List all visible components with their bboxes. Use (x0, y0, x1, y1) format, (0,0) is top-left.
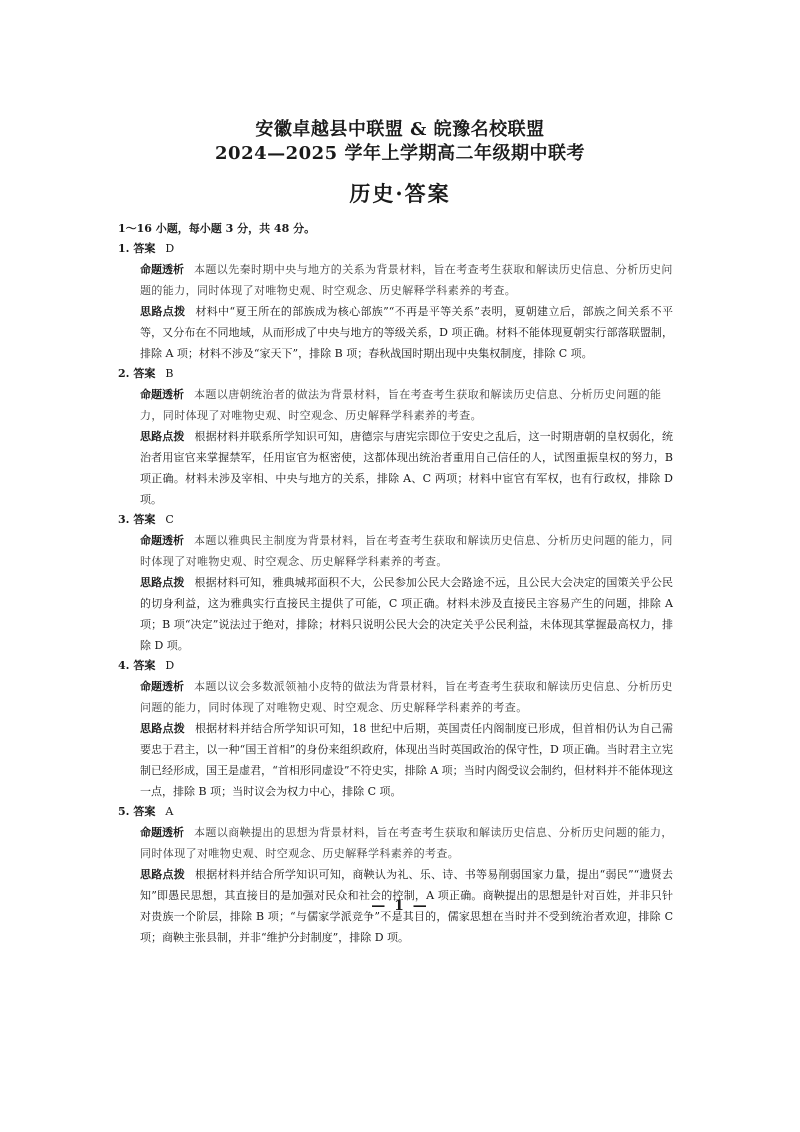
analysis-paragraph (118, 530, 673, 572)
analysis-paragraph (118, 676, 673, 718)
analysis-paragraph (118, 822, 673, 864)
analysis-text: 本题以商鞅提出的思想为背景材料，旨在考查考生获取和解读历史信息、分析历史问题的能力，同时体现了对唯物史观、时空观念、历史解释学科素养的考查。 (140, 826, 673, 860)
analysis-label: 命题透析 (140, 263, 184, 276)
analysis-paragraph (118, 259, 673, 301)
answer-line (118, 802, 673, 822)
answer-line (118, 510, 673, 530)
answer-content (118, 219, 673, 948)
hint-text: 根据材料并结合所学知识可知，商鞅认为礼、乐、诗、书等易削弱国家力量，提出“弱民”“遗贤去知”即愚民思想，其直接目的是加强对民众和社会的控制，A 项正确。商鞅提出的思想是针对百姓，并非只针对贵族一个阶层，排除 B 项；“与儒家学派竞争”不是其目的，儒家思想在当时并不受到统治者欢迎，排除 C 项；商鞅主张县制，并非“维护分封制度”，排除 D 项。 (140, 868, 673, 944)
answer-line (118, 239, 673, 259)
hint-text: 根据材料并联系所学知识可知，唐德宗与唐宪宗即位于安史之乱后，这一时期唐朝的皇权弱化，统治者用宦官来掌握禁军，任用宦官为枢密使，这都体现出统治者重用自己信任的人，试图重振皇权的努力，B 项正确。材料未涉及宰相、中央与地方的关系，排除 A、C 两项；材料中宦官有军权，也有行政权，排除 D 项。 (140, 430, 674, 506)
hint-text: 材料中“夏王所在的部族成为核心部族”“不再是平等关系”表明，夏朝建立后，部族之间关系不平等，又分布在不同地域，从而形成了中央与地方的等级关系，D 项正确。材料不能体现夏朝实行部落联盟制，排除 A 项；材料不涉及“家天下”，排除 B 项；春秋战国时期出现中央集权制度，排除 C 项。 (140, 305, 673, 360)
question-number: 5. (118, 805, 130, 818)
analysis-label: 命题透析 (140, 534, 184, 547)
answer-letter: C (165, 513, 174, 526)
answer-letter: D (165, 242, 175, 255)
question-item (118, 239, 673, 364)
question-item (118, 510, 673, 656)
hint-text: 根据材料可知，雅典城邦面积不大，公民参加公民大会路途不远，且公民大会决定的国策关乎公民的切身利益，这为雅典实行直接民主提供了可能，C 项正确。材料未涉及直接民主容易产生的问题，排除 A 项；B 项“决定”说法过于绝对，排除；材料只说明公民大会的决定关乎公民利益，未体现其掌握最高权力，排除 D 项。 (140, 576, 674, 652)
answer-label: 答案 (133, 659, 156, 672)
question-item (118, 802, 673, 948)
answer-letter: A (165, 805, 174, 818)
page-number: — 1 — (371, 898, 429, 914)
hint-paragraph (118, 426, 673, 510)
answer-label: 答案 (133, 367, 156, 380)
analysis-label: 命题透析 (140, 680, 184, 693)
document-header (0, 118, 800, 208)
question-number: 4. (118, 659, 130, 672)
question-number: 3. (118, 513, 130, 526)
hint-label: 思路点拨 (140, 868, 185, 881)
hint-paragraph (118, 718, 673, 802)
analysis-text: 本题以先秦时期中央与地方的关系为背景材料，旨在考查考生获取和解读历史信息、分析历史问题的能力，同时体现了对唯物史观、时空观念、历史解释学科素养的考查。 (140, 263, 673, 297)
hint-paragraph (118, 301, 673, 364)
title-line-3: 历史·答案 (349, 181, 451, 206)
analysis-paragraph (118, 384, 673, 426)
question-list (118, 239, 673, 948)
analysis-label: 命题透析 (140, 388, 184, 401)
answer-label: 答案 (133, 513, 156, 526)
question-number: 2. (118, 367, 130, 380)
intro-line: 1～16 小题，每小题 3 分，共 48 分。 (118, 222, 316, 235)
analysis-text: 本题以议会多数派领袖小皮特的做法为背景材料，旨在考查考生获取和解读历史信息、分析历史问题的能力，同时体现了对唯物史观、时空观念、历史解释学科素养的考查。 (140, 680, 673, 714)
question-number: 1. (118, 242, 130, 255)
answer-letter: D (165, 659, 175, 672)
answer-line (118, 656, 673, 676)
hint-label: 思路点拨 (140, 576, 185, 589)
answer-label: 答案 (133, 805, 156, 818)
answer-line (118, 364, 673, 384)
hint-label: 思路点拨 (140, 430, 185, 443)
answer-label: 答案 (133, 242, 156, 255)
answer-letter: B (165, 367, 174, 380)
question-item (118, 364, 673, 510)
title-line-1: 安徽卓越县中联盟 & 皖豫名校联盟 (255, 119, 545, 140)
hint-label: 思路点拨 (140, 722, 185, 735)
hint-paragraph (118, 572, 673, 656)
hint-label: 思路点拨 (140, 305, 186, 318)
question-item (118, 656, 673, 802)
title-line-2: 2024—2025 学年上学期高二年级期中联考 (215, 143, 585, 164)
analysis-text: 本题以雅典民主制度为背景材料，旨在考查考生获取和解读历史信息、分析历史问题的能力，同时体现了对唯物史观、时空观念、历史解释学科素养的考查。 (140, 534, 673, 568)
analysis-label: 命题透析 (140, 826, 184, 839)
analysis-text: 本题以唐朝统治者的做法为背景材料，旨在考查考生获取和解读历史信息、分析历史问题的能力，同时体现了对唯物史观、时空观念、历史解释学科素养的考查。 (140, 388, 662, 422)
hint-text: 根据材料并结合所学知识可知，18 世纪中后期，英国责任内阁制度已形成，但首相仍认为自己需要忠于君主，以一种“国王首相”的身份来组织政府，体现出当时英国政治的保守性，D 项正确。当时君主立宪制已经形成，国王是虚君，“首相形同虚设”不符史实，排除 A 项；当时内阁受议会制约，但材料并不能体现这一点，排除 B 项；当时议会为权力中心，排除 C 项。 (140, 722, 673, 798)
